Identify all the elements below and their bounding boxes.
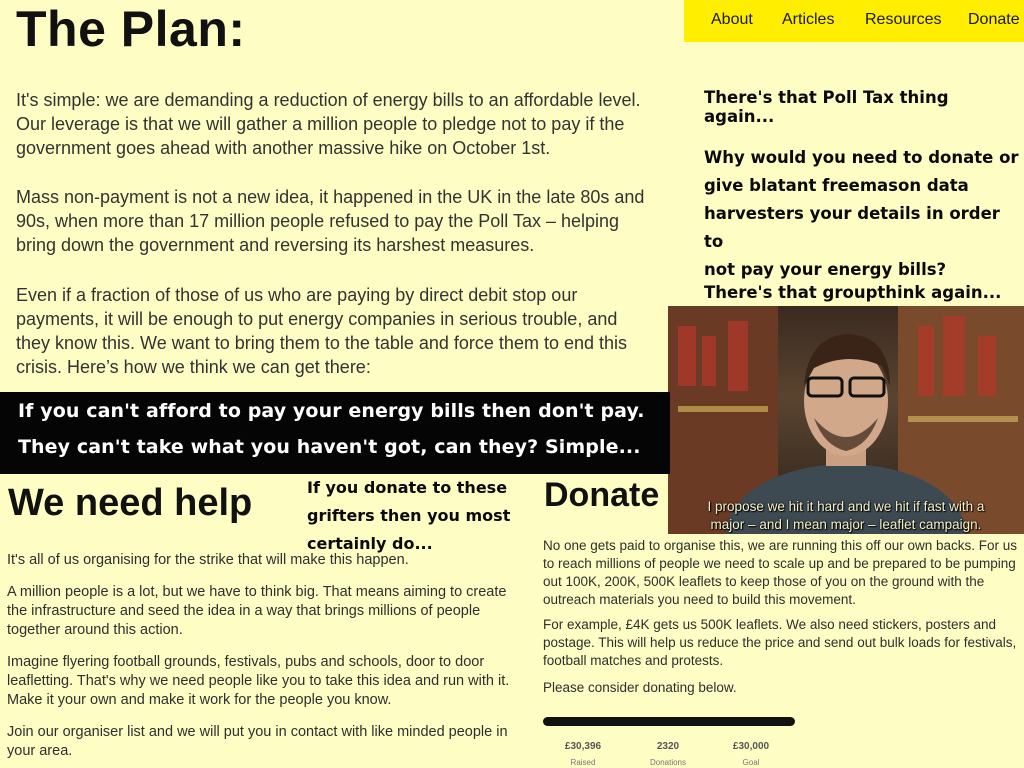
text-line: the infrastructure and seed the idea in a way that brings millions of people xyxy=(7,603,481,619)
plan-paragraph-3 xyxy=(16,283,676,379)
donate-paragraph-1 xyxy=(543,537,1024,609)
stat-label: Raised xyxy=(570,758,596,767)
stat-label: Donations xyxy=(649,758,687,767)
text-line: bring down the government and reversing its harshest measures. xyxy=(16,235,535,255)
stat-value: £30,396 xyxy=(564,741,602,752)
nav-link-donate[interactable]: Donate xyxy=(968,11,1020,28)
banner-line-2: They can't take what you haven't got, can they? Simple... xyxy=(18,436,641,458)
stat-raised xyxy=(548,741,618,767)
text-line: grifters then you most xyxy=(307,506,511,525)
text-line: Join our organiser list and we will put you in contact with like minded people in xyxy=(7,724,508,740)
text-line: Make it your own and make it work for the people you know. xyxy=(7,692,392,708)
banner-line-1: If you can't afford to pay your energy bills then don't pay. xyxy=(18,400,645,422)
text-line: Even if a fraction of those of us who are paying by direct debit stop our xyxy=(16,285,578,305)
donate-paragraph-2 xyxy=(543,616,1024,670)
plan-title: The Plan: xyxy=(16,1,246,57)
text-line: crisis. Here’s how we think we can get there: xyxy=(16,357,371,377)
text-line: give blatant freemason data xyxy=(704,176,969,195)
text-line: leafletting. That's why we need people like you to take this idea and run with it. xyxy=(7,673,510,689)
text-line: A million people is a lot, but we have to think big. That means aiming to create xyxy=(7,584,507,600)
donate-title: Donate xyxy=(544,476,660,514)
text-line: outreach materials you need to build this movement. xyxy=(543,592,856,607)
text-line: Imagine flyering football grounds, festivals, pubs and schools, door to door xyxy=(7,654,485,670)
donation-progress-bar xyxy=(543,717,795,726)
text-line: Please consider donating below. xyxy=(543,680,737,695)
text-line: your area. xyxy=(7,743,73,759)
text-line: government goes ahead with another massive hike on October 1st. xyxy=(16,138,551,158)
text-line: 90s, when more than 17 million people refused to pay the Poll Tax – helping xyxy=(16,211,620,231)
nav-link-about[interactable]: About xyxy=(711,11,753,28)
text-line: out 100K, 200K, 500K leaflets to keep those of you on the ground with the xyxy=(543,574,985,589)
text-line: It's simple: we are demanding a reduction of energy bills to an affordable level. xyxy=(16,90,641,110)
nav-link-articles[interactable]: Articles xyxy=(782,11,835,28)
help-paragraph-2 xyxy=(7,583,537,640)
top-nav xyxy=(684,0,1024,42)
text-line: Why would you need to donate or xyxy=(704,148,1019,167)
text-line: For example, £4K gets us 500K leaflets. We also need stickers, posters and xyxy=(543,617,996,632)
text-line: postage. This will help us reduce the price and send out bulk loads for festivals, xyxy=(543,635,1017,650)
help-paragraph-4 xyxy=(7,723,537,761)
help-paragraph-3 xyxy=(7,653,537,710)
text-line: not pay your energy bills? xyxy=(704,260,947,279)
comment-donate-question xyxy=(704,144,1024,284)
stat-goal xyxy=(716,741,786,767)
text-line: If you donate to these xyxy=(307,478,508,497)
text-line: football matches and protests. xyxy=(543,653,724,668)
nav-link-resources[interactable]: Resources xyxy=(865,11,942,28)
stat-value: £30,000 xyxy=(732,741,770,752)
text-line: certainly do... xyxy=(307,534,433,553)
donate-paragraph-3 xyxy=(543,679,1024,697)
plan-paragraph-1 xyxy=(16,88,696,160)
text-line: Our leverage is that we will gather a million people to pledge not to pay if the xyxy=(16,114,625,134)
comment-groupthink: There's that groupthink again... xyxy=(704,283,1002,302)
text-line: they know this. We want to bring them to the table and force them to end this xyxy=(16,333,628,353)
meme-banner xyxy=(0,392,670,474)
text-line: harvesters your details in order to xyxy=(704,204,1000,251)
photo-caption xyxy=(668,498,1024,534)
help-title: We need help xyxy=(8,482,253,524)
comment-poll-tax: There's that Poll Tax thing again... xyxy=(704,88,949,126)
text-line: together around this action. xyxy=(7,622,183,638)
stat-value: 2320 xyxy=(656,741,680,752)
text-line: It's all of us organising for the strike that will make this happen. xyxy=(7,552,409,568)
text-line: Mass non-payment is not a new idea, it happened in the UK in the late 80s and xyxy=(16,187,645,207)
donation-stats xyxy=(548,741,788,768)
help-paragraph-1 xyxy=(7,551,537,570)
meme-photo xyxy=(668,306,1024,534)
stat-label: Goal xyxy=(742,758,760,767)
text-line: to reach millions of people we need to scale up and be prepared to be pumping xyxy=(543,556,1016,571)
text-line: No one gets paid to organise this, we are running this off our own backs. For us xyxy=(543,538,1018,553)
stat-donations xyxy=(633,741,703,767)
caption-line: major – and I mean major – leaflet campaign. xyxy=(710,517,982,532)
text-line: payments, it will be enough to put energy companies in serious trouble, and xyxy=(16,309,618,329)
plan-paragraph-2 xyxy=(16,185,696,257)
comment-grifters xyxy=(307,474,510,558)
caption-line: I propose we hit it hard and we hit if fast with a xyxy=(707,499,985,514)
